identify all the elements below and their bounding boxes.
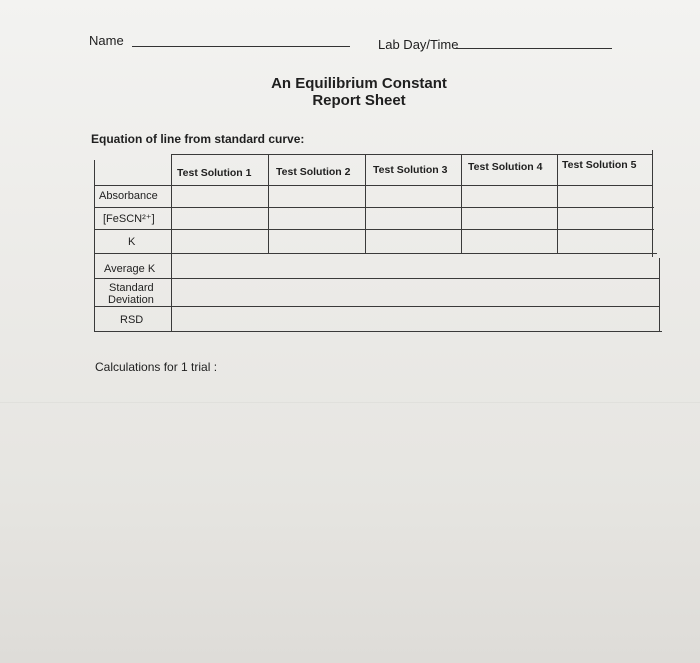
table-right-line-lower bbox=[659, 258, 660, 332]
table-row-line bbox=[94, 207, 654, 208]
table-row-line bbox=[94, 253, 657, 254]
table-row-line bbox=[94, 306, 660, 307]
row-label-fescn: [FeSCN²⁺] bbox=[103, 213, 155, 225]
table-row-line bbox=[94, 229, 654, 230]
row-label-average-k: Average K bbox=[104, 263, 156, 275]
lab-daytime-label: Lab Day/Time bbox=[378, 37, 459, 52]
table-right-line bbox=[652, 150, 653, 257]
table-top-line bbox=[171, 154, 652, 155]
name-blank-line bbox=[132, 46, 350, 47]
row-label-rsd: RSD bbox=[120, 314, 144, 326]
column-header: Test Solution 5 bbox=[562, 159, 637, 171]
page-title: An Equilibrium Constant bbox=[271, 75, 447, 92]
table-label-divider bbox=[171, 154, 172, 331]
column-header: Test Solution 3 bbox=[373, 164, 448, 176]
table-column-divider bbox=[557, 154, 558, 254]
column-header: Test Solution 4 bbox=[468, 161, 543, 173]
column-header: Test Solution 1 bbox=[177, 167, 252, 179]
calculations-label: Calculations for 1 trial : bbox=[95, 360, 218, 374]
table-header-line bbox=[94, 185, 653, 186]
row-label-deviation: Deviation bbox=[108, 294, 154, 306]
row-label-standard: Standard bbox=[109, 282, 154, 294]
table-column-divider bbox=[365, 154, 366, 254]
row-label-absorbance: Absorbance bbox=[99, 190, 158, 202]
table-column-divider bbox=[461, 154, 462, 254]
name-label: Name bbox=[89, 33, 124, 48]
equation-label: Equation of line from standard curve: bbox=[91, 132, 305, 146]
lab-daytime-blank-line bbox=[455, 48, 612, 49]
paper-fold bbox=[0, 402, 700, 403]
page-subtitle: Report Sheet bbox=[312, 92, 406, 109]
table-left-line bbox=[94, 160, 95, 331]
table-column-divider bbox=[268, 154, 269, 254]
table-bottom-line bbox=[94, 331, 662, 332]
column-header: Test Solution 2 bbox=[276, 166, 351, 178]
row-label-k: K bbox=[128, 236, 136, 248]
table-row-line bbox=[94, 278, 659, 279]
